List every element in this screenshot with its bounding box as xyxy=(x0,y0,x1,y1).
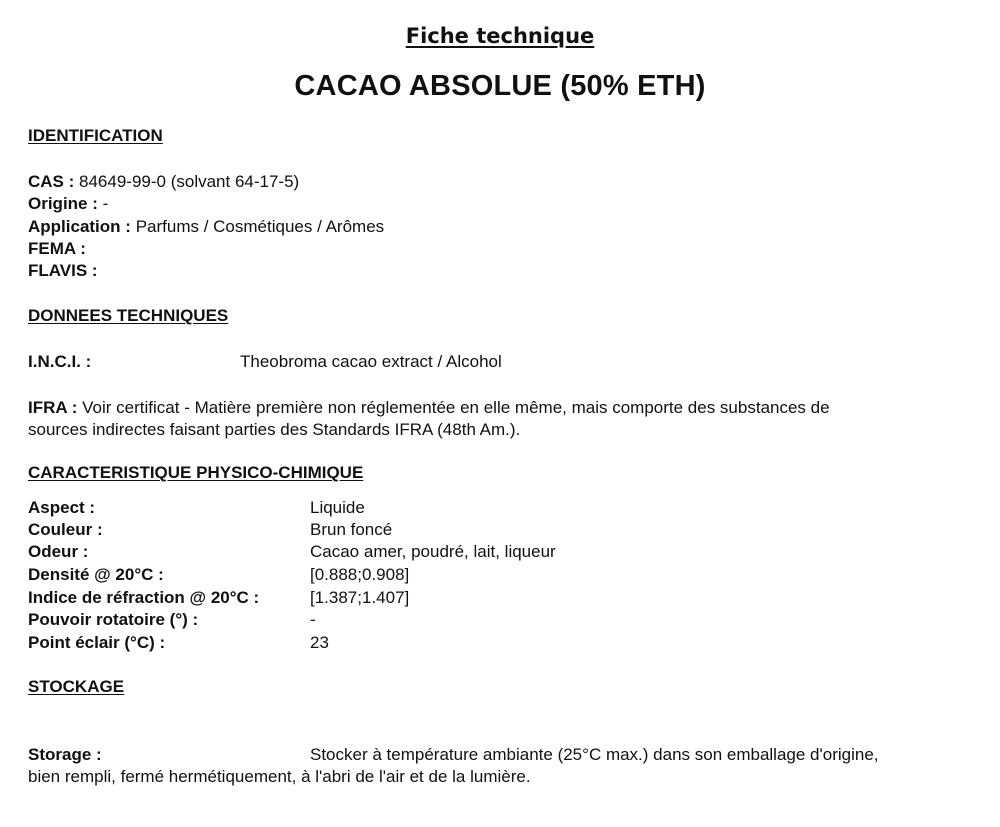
section-heading-storage: STOCKAGE xyxy=(28,677,125,696)
ifra-line-2: sources indirectes faisant parties des Standards IFRA (48th Am.). xyxy=(28,420,521,439)
physchem-label-densite: Densité @ 20°C : xyxy=(28,565,164,584)
physchem-label-point-eclair: Point éclair (°C) : xyxy=(28,633,166,652)
field-fema xyxy=(28,238,86,260)
field-origine xyxy=(28,193,108,215)
section-heading-physchem: CARACTERISTIQUE PHYSICO-CHIMIQUE xyxy=(28,463,364,482)
inci-value: Theobroma cacao extract / Alcohol xyxy=(240,352,502,371)
storage-value-line-2: bien rempli, fermé hermétiquement, à l'abri de l'air et de la lumière. xyxy=(28,767,531,786)
ifra-line-1 xyxy=(28,397,830,419)
physchem-label-refraction: Indice de réfraction @ 20°C : xyxy=(28,588,260,607)
field-label: Origine : xyxy=(28,194,98,213)
document-title: CACAO ABSOLUE (50% ETH) xyxy=(294,70,706,102)
field-label: FEMA : xyxy=(28,239,86,258)
physchem-value-point-eclair: 23 xyxy=(310,633,329,652)
physchem-value-odeur: Cacao amer, poudré, lait, liqueur xyxy=(310,542,556,561)
storage-label: Storage : xyxy=(28,745,102,764)
physchem-value-rotatoire: - xyxy=(310,610,316,629)
physchem-label-couleur: Couleur : xyxy=(28,520,103,539)
section-heading-technical: DONNEES TECHNIQUES xyxy=(28,306,229,325)
physchem-label-rotatoire: Pouvoir rotatoire (°) : xyxy=(28,610,199,629)
physchem-value-densite: [0.888;0.908] xyxy=(310,565,410,584)
physchem-label-aspect: Aspect : xyxy=(28,498,96,517)
physchem-value-couleur: Brun foncé xyxy=(310,520,393,539)
document-kicker: Fiche technique xyxy=(405,24,595,48)
physchem-label-odeur: Odeur : xyxy=(28,542,89,561)
physchem-value-refraction: [1.387;1.407] xyxy=(310,588,410,607)
field-cas xyxy=(28,171,299,193)
section-heading-identification: IDENTIFICATION xyxy=(28,126,163,145)
field-value: 84649-99-0 (solvant 64-17-5) xyxy=(79,172,300,191)
physchem-value-aspect: Liquide xyxy=(310,498,365,517)
storage-value-line-1: Stocker à température ambiante (25°C max.) dans son emballage d'origine, xyxy=(310,745,879,764)
ifra-text: Voir certificat - Matière première non réglementée en elle même, mais comporte des substances de xyxy=(82,398,830,417)
inci-label: I.N.C.I. : xyxy=(28,352,92,371)
field-label: CAS : xyxy=(28,172,75,191)
field-flavis xyxy=(28,260,98,282)
field-application xyxy=(28,216,384,238)
field-value: Parfums / Cosmétiques / Arômes xyxy=(135,217,385,236)
ifra-label: IFRA : xyxy=(28,398,78,417)
field-label: Application : xyxy=(28,217,131,236)
field-value: - xyxy=(102,194,109,213)
field-label: FLAVIS : xyxy=(28,261,98,280)
